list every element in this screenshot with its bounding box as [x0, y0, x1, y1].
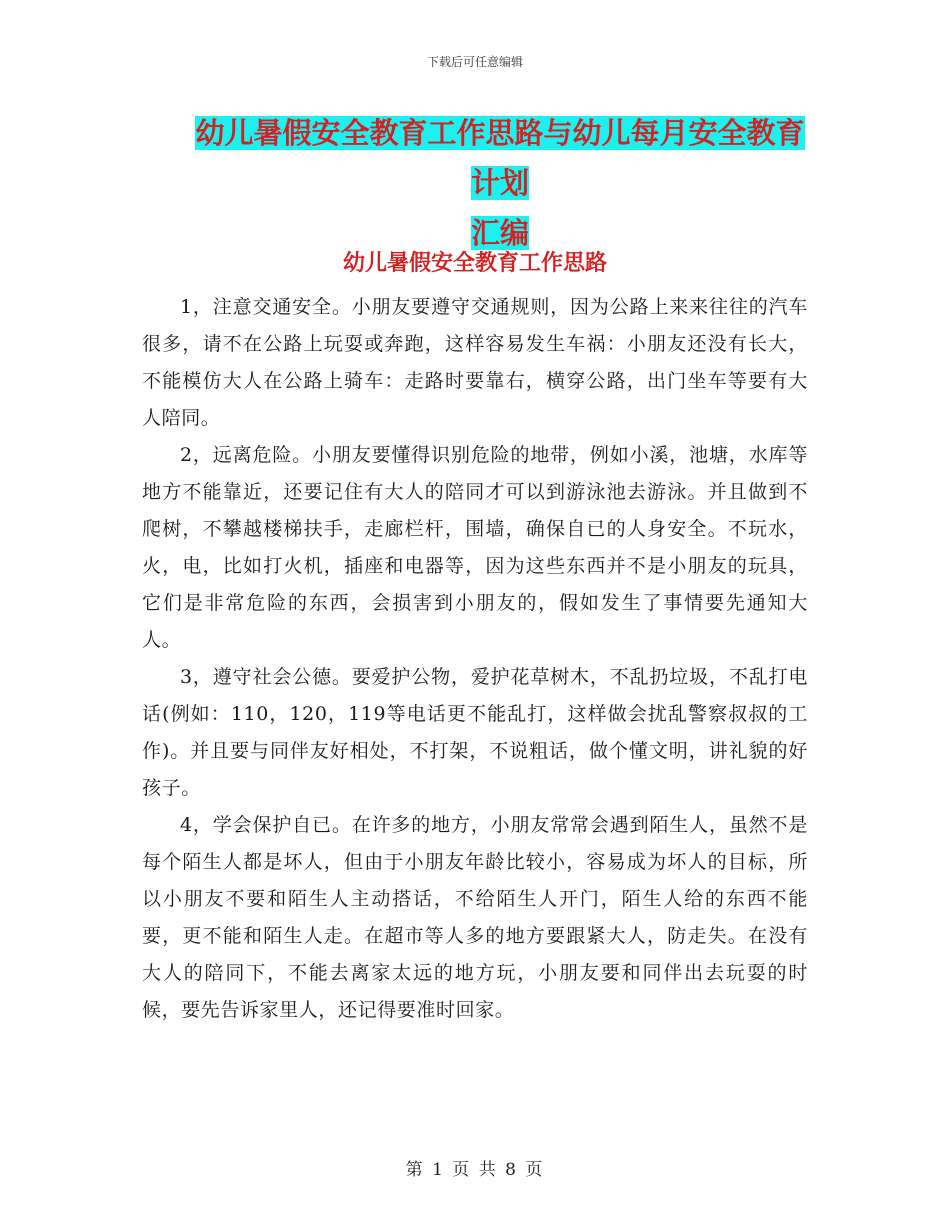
section-title: 幼儿暑假安全教育工作思路	[342, 251, 607, 276]
document-title-line-2: 汇编	[470, 216, 529, 250]
paragraph-1: 1，注意交通安全。小朋友要遵守交通规则，因为公路上来来往往的汽车很多，请不在公路上玩耍或奔跑，这样容易发生车祸：小朋友还没有长大，不能模仿大人在公路上骑车：走路时要靠右，横穿公路，出门坐车等要有大人陪同。	[142, 296, 808, 429]
page-indicator: 第 1 页 共 8 页	[405, 1160, 545, 1180]
document-title-line-1: 幼儿暑假安全教育工作思路与幼儿每月安全教育计划	[195, 116, 805, 200]
paragraph-3: 3，遵守社会公德。要爱护公物，爱护花草树木，不乱扔垃圾，不乱打电话(例如：110，120，119等电话更不能乱打，这样做会扰乱警察叔叔的工作)。并且要与同伴友好相处，不打架，不说粗话，做个懂文明，讲礼貌的好孩子。	[142, 666, 808, 799]
document-title	[190, 108, 810, 258]
paragraph-2: 2，远离危险。小朋友要懂得识别危险的地带，例如小溪，池塘，水库等地方不能靠近，还要记住有大人的陪同才可以到游泳池去游泳。并且做到不爬树，不攀越楼梯扶手，走廊栏杆，围墙，确保自已的人身安全。不玩水，火，电，比如打火机，插座和电器等，因为这些东西并不是小朋友的玩具，它们是非常危险的东西，会损害到小朋友的，假如发生了事情要先通知大人。	[142, 444, 808, 651]
paragraph-4: 4，学会保护自已。在许多的地方，小朋友常常会遇到陌生人，虽然不是每个陌生人都是坏人，但由于小朋友年龄比较小，容易成为坏人的目标，所以小朋友不要和陌生人主动搭话，不给陌生人开门，陌生人给的东西不能要，更不能和陌生人走。在超市等人多的地方要跟紧大人，防走失。在没有大人的陪同下，不能去离家太远的地方玩，小朋友要和同伴出去玩耍的时候，要先告诉家里人，还记得要准时回家。	[142, 814, 808, 1021]
header-note: 下载后可任意编辑	[426, 55, 523, 69]
document-body	[142, 289, 808, 1029]
